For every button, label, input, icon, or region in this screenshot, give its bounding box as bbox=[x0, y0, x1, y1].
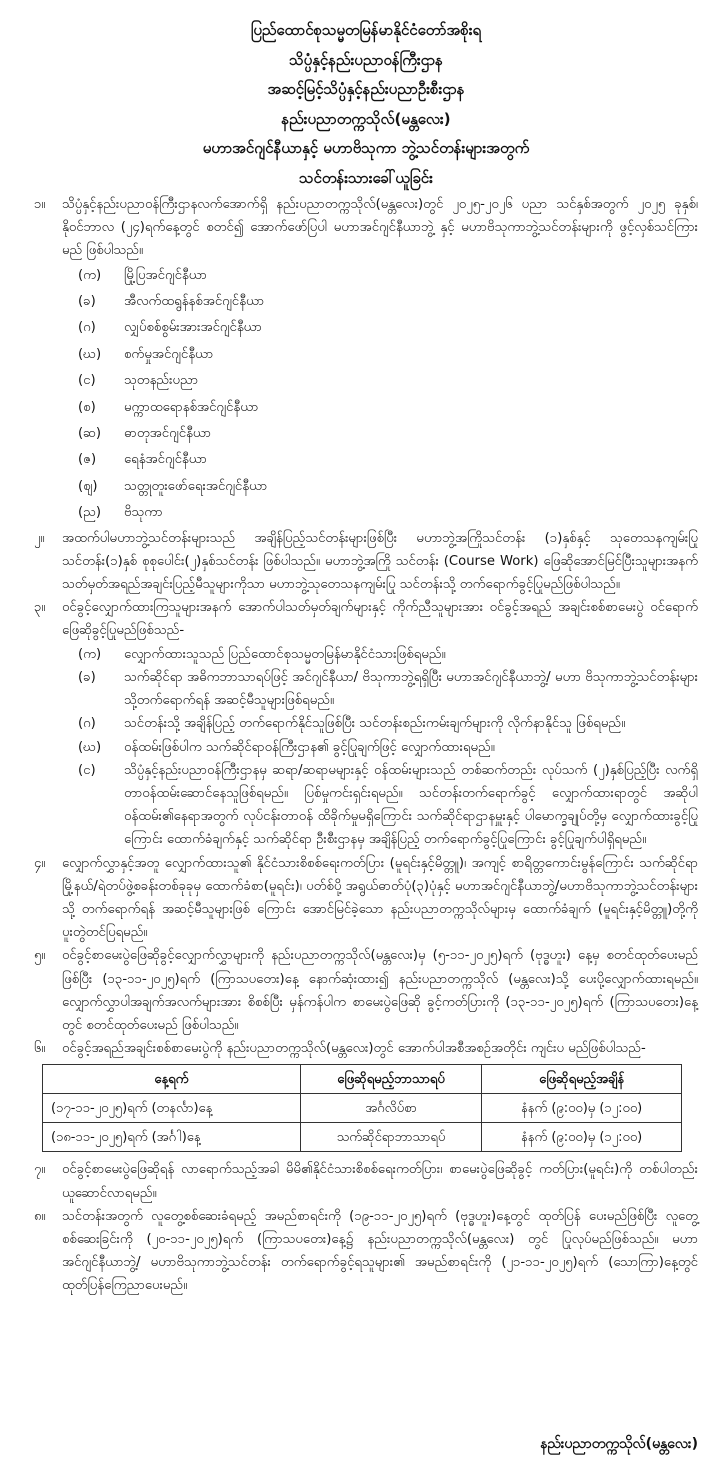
paragraph-4 bbox=[34, 852, 698, 945]
paragraph-number: ၈။ bbox=[34, 1208, 46, 1224]
list-item-text: ဗိသုကာ bbox=[124, 505, 163, 521]
table-row bbox=[43, 1094, 682, 1123]
requirement-text: သက်ဆိုင်ရာ အဓိကဘာသာရပ်ဖြင့် အင်ဂျင်နီယာ/ ဗိသုကာဘွဲ့ရရှိပြီး မဟာအင်ဂျင်နီယာဘွဲ့/ မဟာ ဗိသုကာဘွဲ့သင်တန်းများသို့တက်ရောက်ရန် အဆင့်မီသူများဖြစ်ရမည်။ bbox=[124, 669, 698, 709]
paragraph-number: ၃။ bbox=[34, 600, 46, 616]
list-item bbox=[78, 447, 698, 473]
programs-list bbox=[78, 263, 698, 527]
column-header-subject: ဖြေဆိုရမည့်ဘာသာရပ် bbox=[300, 1065, 481, 1094]
header-line-department: အဆင့်မြင့်သိပ္ပံနှင့်နည်းပညာဦးစီးဌာန bbox=[267, 80, 465, 98]
paragraph-text: အထက်ပါမဟာဘွဲ့သင်တန်းများသည် အချိန်ပြည့်သင်တန်းများဖြစ်ပြီး မဟာဘွဲ့အကြိုသင်တန်း (၁)နှစ်နှင့် သုတေသနကျမ်းပြုသင်တန်း(၁)နှစ် စုစုပေါင်း(၂)နှစ်သင်တန်း ဖြစ်ပါသည်။ မဟာဘွဲ့အကြို သင်တန်း (Course Work) ဖြေဆိုအောင်မြင်ပြီးသူများအနက် သတ်မှတ်အရည်အချင်းပြည့်မီသူများကိုသာ မဟာဘွဲ့သုတေသနကျမ်းပြု သင်တန်းသို့ တက်ရောက်ခွင့်ပြုမည်ဖြစ်ပါသည်။ bbox=[62, 530, 698, 593]
list-item-text: မက္ကာထရောနစ်အင်ဂျင်နီယာ bbox=[124, 399, 259, 415]
list-item-label: (ဇ) bbox=[78, 452, 97, 468]
table-row bbox=[43, 1123, 682, 1152]
signature: နည်းပညာတက္ကသိုလ်(မန္တလေး) bbox=[540, 1435, 698, 1452]
column-header-time: ဖြေဆိုရမည့်အချိန် bbox=[482, 1065, 682, 1094]
list-item-label: (က) bbox=[78, 267, 102, 283]
paragraph-text: ဝင်ခွင့်စာမေးပွဲဖြေဆိုရန် လာရောက်သည့်အခါ မိမိ၏နိုင်ငံသားစိစစ်ရေးကတ်ပြား၊ စာမေးပွဲဖြေဆိုခွင့် ကတ်ပြား(မူရင်း)ကို တစ်ပါတည်းယူဆောင်လာရမည်။ bbox=[62, 1162, 698, 1201]
paragraph-7 bbox=[34, 1158, 698, 1204]
paragraph-8 bbox=[34, 1205, 698, 1298]
paragraph-number: ၄။ bbox=[34, 855, 46, 871]
paragraph-text: သင်တန်းအတွက် လူတွေ့စစ်ဆေးခံရမည့် အမည်စာရင်းကို (၁၉-၁၁-၂၀၂၅)ရက် (ဗုဒ္ဓဟူး)နေ့တွင် ထုတ်ပြန် ပေးမည်ဖြစ်ပြီး လူတွေ့စစ်ဆေးခြင်းကို (၂၀-၁၁-၂၀၂၅)ရက် (ကြာသပတေး)နေ့၌ နည်းပညာတက္ကသိုလ်(မန္တလေး) တွင် ပြုလုပ်မည်ဖြစ်သည်။ မဟာအင်ဂျင်နီယာဘွဲ့/ မဟာဗိသုကာဘွဲ့သင်တန်း တက်ရောက်ခွင့်ရသူများ၏ အမည်စာရင်းကို (၂၁-၁၁-၂၀၂၅)ရက် (သောကြာ)နေ့တွင် ထုတ်ပြန်ကြေညာပေးမည်။ bbox=[62, 1208, 698, 1294]
list-item-label: (ဂ) bbox=[78, 320, 96, 336]
paragraph-number: ၆။ bbox=[34, 1041, 46, 1057]
list-item-label: (င) bbox=[78, 373, 96, 389]
header-line-government: ပြည်ထောင်စုသမ္မတမြန်မာနိုင်ငံတော်အစိုးရ bbox=[250, 21, 482, 39]
requirement-item bbox=[78, 759, 698, 852]
table-header-row bbox=[43, 1065, 682, 1094]
requirement-text: ဝန်ထမ်းဖြစ်ပါက သက်ဆိုင်ရာဝန်ကြီးဌာန၏ ခွင့်ပြုချက်ဖြင့် လျှောက်ထားရမည်။ bbox=[124, 739, 495, 755]
header-line-courses: မဟာအင်ဂျင်နီယာနှင့် မဟာဗိသုကာ ဘွဲ့သင်တန်းများအတွက် bbox=[202, 139, 530, 157]
list-item bbox=[78, 315, 698, 341]
paragraph-text: ဝင်ခွင့်အရည်အချင်းစစ်စာမေးပွဲကို နည်းပညာတက္ကသိုလ်(မန္တလေး)တွင် အောက်ပါအစီအစဉ်အတိုင်း ကျင်းပ မည်ဖြစ်ပါသည်- bbox=[62, 1041, 646, 1057]
list-item-text: ရေနံအင်ဂျင်နီယာ bbox=[124, 452, 207, 468]
list-item-label: (ဃ) bbox=[78, 346, 102, 362]
list-item-text: အီလက်ထရွန်နစ်အင်ဂျင်နီယာ bbox=[124, 294, 265, 310]
paragraph-5 bbox=[34, 944, 698, 1037]
list-item bbox=[78, 342, 698, 368]
paragraph-number: ၂။ bbox=[34, 530, 45, 546]
requirement-text: လျှောက်ထားသူသည် ပြည်ထောင်စုသမ္မတမြန်မာနိုင်ငံသားဖြစ်ရမည်။ bbox=[124, 646, 446, 662]
requirement-item bbox=[78, 666, 698, 712]
list-item-label: (စ) bbox=[78, 399, 96, 415]
list-item-text: သုတနည်းပညာ bbox=[124, 373, 199, 389]
table-cell-time: နံနက် (၉:၀၀)မှ (၁၂:၀၀) bbox=[482, 1123, 682, 1152]
table-cell-date: (၁၇-၁၁-၂၀၂၅)ရက် (တနင်္လာ)နေ့ bbox=[43, 1094, 301, 1123]
paragraph-1 bbox=[34, 193, 698, 263]
requirement-text: သင်တန်းသို့ အချိန်ပြည့် တက်ရောက်နိုင်သူဖြစ်ပြီး သင်တန်းစည်းကမ်းချက်များကို လိုက်နာနိုင်သူ ဖြစ်ရမည်။ bbox=[124, 716, 626, 732]
header-line-ministry: သိပ္ပံနှင့်နည်းပညာဝန်ကြီးဌာန bbox=[289, 50, 443, 69]
requirement-label: (ဃ) bbox=[78, 739, 102, 755]
requirement-item bbox=[78, 736, 698, 759]
list-item bbox=[78, 474, 698, 500]
column-header-date: နေ့ရက် bbox=[43, 1065, 301, 1094]
list-item-label: (ခ) bbox=[78, 294, 96, 310]
list-item-text: စက်မှုအင်ဂျင်နီယာ bbox=[124, 346, 214, 362]
paragraph-6 bbox=[34, 1037, 698, 1060]
header-line-university: နည်းပညာတက္ကသိုလ်(မန္တလေး) bbox=[281, 109, 451, 128]
list-item bbox=[78, 289, 698, 315]
table-cell-subject: အင်္ဂလိပ်စာ bbox=[300, 1094, 481, 1123]
list-item-text: လျှပ်စစ်စွမ်းအားအင်ဂျင်နီယာ bbox=[124, 320, 262, 336]
list-item-text: ဓာတုအင်ဂျင်နီယာ bbox=[124, 426, 212, 442]
requirement-label: (င) bbox=[78, 762, 96, 778]
table-cell-subject: သက်ဆိုင်ရာဘာသာရပ် bbox=[300, 1123, 481, 1152]
paragraph-number: ၁။ bbox=[34, 197, 46, 212]
paragraph-number: ၇။ bbox=[34, 1162, 46, 1178]
requirement-item bbox=[78, 712, 698, 735]
list-item-text: မြို့ပြအင်ဂျင်နီယာ bbox=[124, 267, 207, 283]
requirement-text: သိပ္ပံနှင့်နည်းပညာဝန်ကြီးဌာနမှ ဆရာ/ဆရာမများနှင့် ဝန်ထမ်းများသည် တစ်ဆက်တည်း လုပ်သက် (၂)နှစ်ပြည့်ပြီး လက်ရှိတာဝန်ထမ်းဆောင်နေသူဖြစ်ရမည်။ ပြစ်မှုကင်းရှင်းရမည်။ သင်တန်းတက်ရောက်ခွင့် လျှောက်ထားရာတွင် အဆိုပါဝန်ထမ်း၏နေရာအတွက် လုပ်ငန်းတာဝန် ထိခိုက်မှုမရှိကြောင်း သက်ဆိုင်ရာဌာနမှူးနှင့် ပါမောက္ခချုပ်တို့မှ လျှောက်ထားခွင့်ပြုကြောင်း ထောက်ခံချက်နှင့် သက်ဆိုင်ရာ ဦးစီးဌာနမှ အချိန်ပြည့် တက်ရောက်ခွင့်ပြုကြောင်း ခွင့်ပြုချက်ပါရှိရမည်။ bbox=[124, 762, 698, 848]
list-item-label: (ဆ) bbox=[78, 426, 102, 442]
header-block bbox=[34, 16, 698, 193]
list-item bbox=[78, 421, 698, 447]
list-item-text: သတ္တုတူးဖော်ရေးအင်ဂျင်နီယာ bbox=[124, 478, 268, 494]
header-line-subject: သင်တန်းသားခေါ်ယူခြင်း bbox=[299, 168, 433, 187]
requirement-label: (က) bbox=[78, 646, 102, 662]
table-cell-time: နံနက် (၉:၀၀)မှ (၁၂:၀၀) bbox=[482, 1094, 682, 1123]
paragraph-text: ဝင်ခွင့်စာမေးပွဲဖြေဆိုခွင့်လျှောက်လွှာများကို နည်းပညာတက္ကသိုလ်(မန္တလေး)မှ (၅-၁၁-၂၀၂၅)ရက် (ဗုဒ္ဓဟူး) နေ့မှ စတင်ထုတ်ပေးမည်ဖြစ်ပြီး (၁၃-၁၁-၂၀၂၅)ရက် (ကြာသပတေး)နေ့ နောက်ဆုံးထား၍ နည်းပညာတက္ကသိုလ် (မန္တလေး)သို့ ပေးပို့လျှောက်ထားရမည်။ လျှောက်လွှာပါအချက်အလက်များအား စိစစ်ပြီး မှန်ကန်ပါက စာမေးပွဲဖြေဆို ခွင့်ကတ်ပြားကို (၁၃-၁၁-၂၀၂၅)ရက် (ကြာသပတေး)နေ့တွင် စတင်ထုတ်ပေးမည် ဖြစ်ပါသည်။ bbox=[62, 948, 698, 1033]
exam-schedule-table bbox=[42, 1064, 682, 1152]
requirement-item bbox=[78, 643, 698, 666]
requirement-label: (ခ) bbox=[78, 669, 96, 685]
table-cell-date: (၁၈-၁၁-၂၀၂၅)ရက် (အင်္ဂါ)နေ့ bbox=[43, 1123, 301, 1152]
list-item bbox=[78, 368, 698, 394]
paragraph-2 bbox=[34, 527, 698, 597]
paragraph-text: ဝင်ခွင့်လျှောက်ထားကြသူများအနက် အောက်ပါသတ်မှတ်ချက်များနှင့် ကိုက်ညီသူများအား ဝင်ခွင့်အရည် အချင်းစစ်စာမေးပွဲ ဝင်ရောက်ဖြေဆိုခွင့်ပြုမည်ဖြစ်သည်- bbox=[62, 600, 698, 639]
paragraph-number: ၅။ bbox=[34, 948, 46, 964]
paragraph-3 bbox=[34, 596, 698, 642]
list-item-label: (ည) bbox=[78, 505, 102, 521]
paragraph-text: သိပ္ပံနှင့်နည်းပညာဝန်ကြီးဌာနလက်အောက်ရှိ နည်းပညာတက္ကသိုလ်(မန္တလေး)တွင် ၂၀၂၅-၂၀၂၆ ပညာ သင်နှစ်အတွက် ၂၀၂၅ ခုနှစ်၊ နိုဝင်ဘာလ (၂၄)ရက်နေ့တွင် စတင်၍ အောက်ဖော်ပြပါ မဟာအင်ဂျင်နီယာဘွဲ့ နှင့် မဟာဗိသုကာဘွဲ့သင်တန်းများကို ဖွင့်လှစ်သင်ကြားမည် ဖြစ်ပါသည်။ bbox=[62, 197, 699, 259]
requirement-label: (ဂ) bbox=[78, 716, 96, 732]
list-item-label: (ဈ) bbox=[78, 478, 98, 494]
paragraph-text: လျှောက်လွှာနှင့်အတူ လျှောက်ထားသူ၏ နိုင်ငံသားစိစစ်ရေးကတ်ပြား (မူရင်းနှင့်မိတ္တူ)၊ အကျင့် စာရိတ္တကောင်းမွန်ကြောင်း သက်ဆိုင်ရာ မြို့နယ်/ရဲတပ်ဖွဲ့စခန်းတစ်ခုခုမှ ထောက်ခံစာ(မူရင်း)၊ ပတ်စ်ပို့ အရွယ်ဓာတ်ပုံ(၃)ပုံနှင့် မဟာအင်ဂျင်နီယာဘွဲ့/မဟာဗိသုကာဘွဲ့သင်တန်းများသို့ တက်ရောက်ရန် အဆင့်မီသူများဖြစ် ကြောင်း အောင်မြင်ခဲ့သော နည်းပညာတက္ကသိုလ်များမှ ထောက်ခံချက် (မူရင်းနှင့်မိတ္တူ)တို့ကို ပူးတွဲတင်ပြရမည်။ bbox=[62, 855, 698, 941]
list-item bbox=[78, 263, 698, 289]
list-item bbox=[78, 500, 698, 526]
list-item bbox=[78, 395, 698, 421]
